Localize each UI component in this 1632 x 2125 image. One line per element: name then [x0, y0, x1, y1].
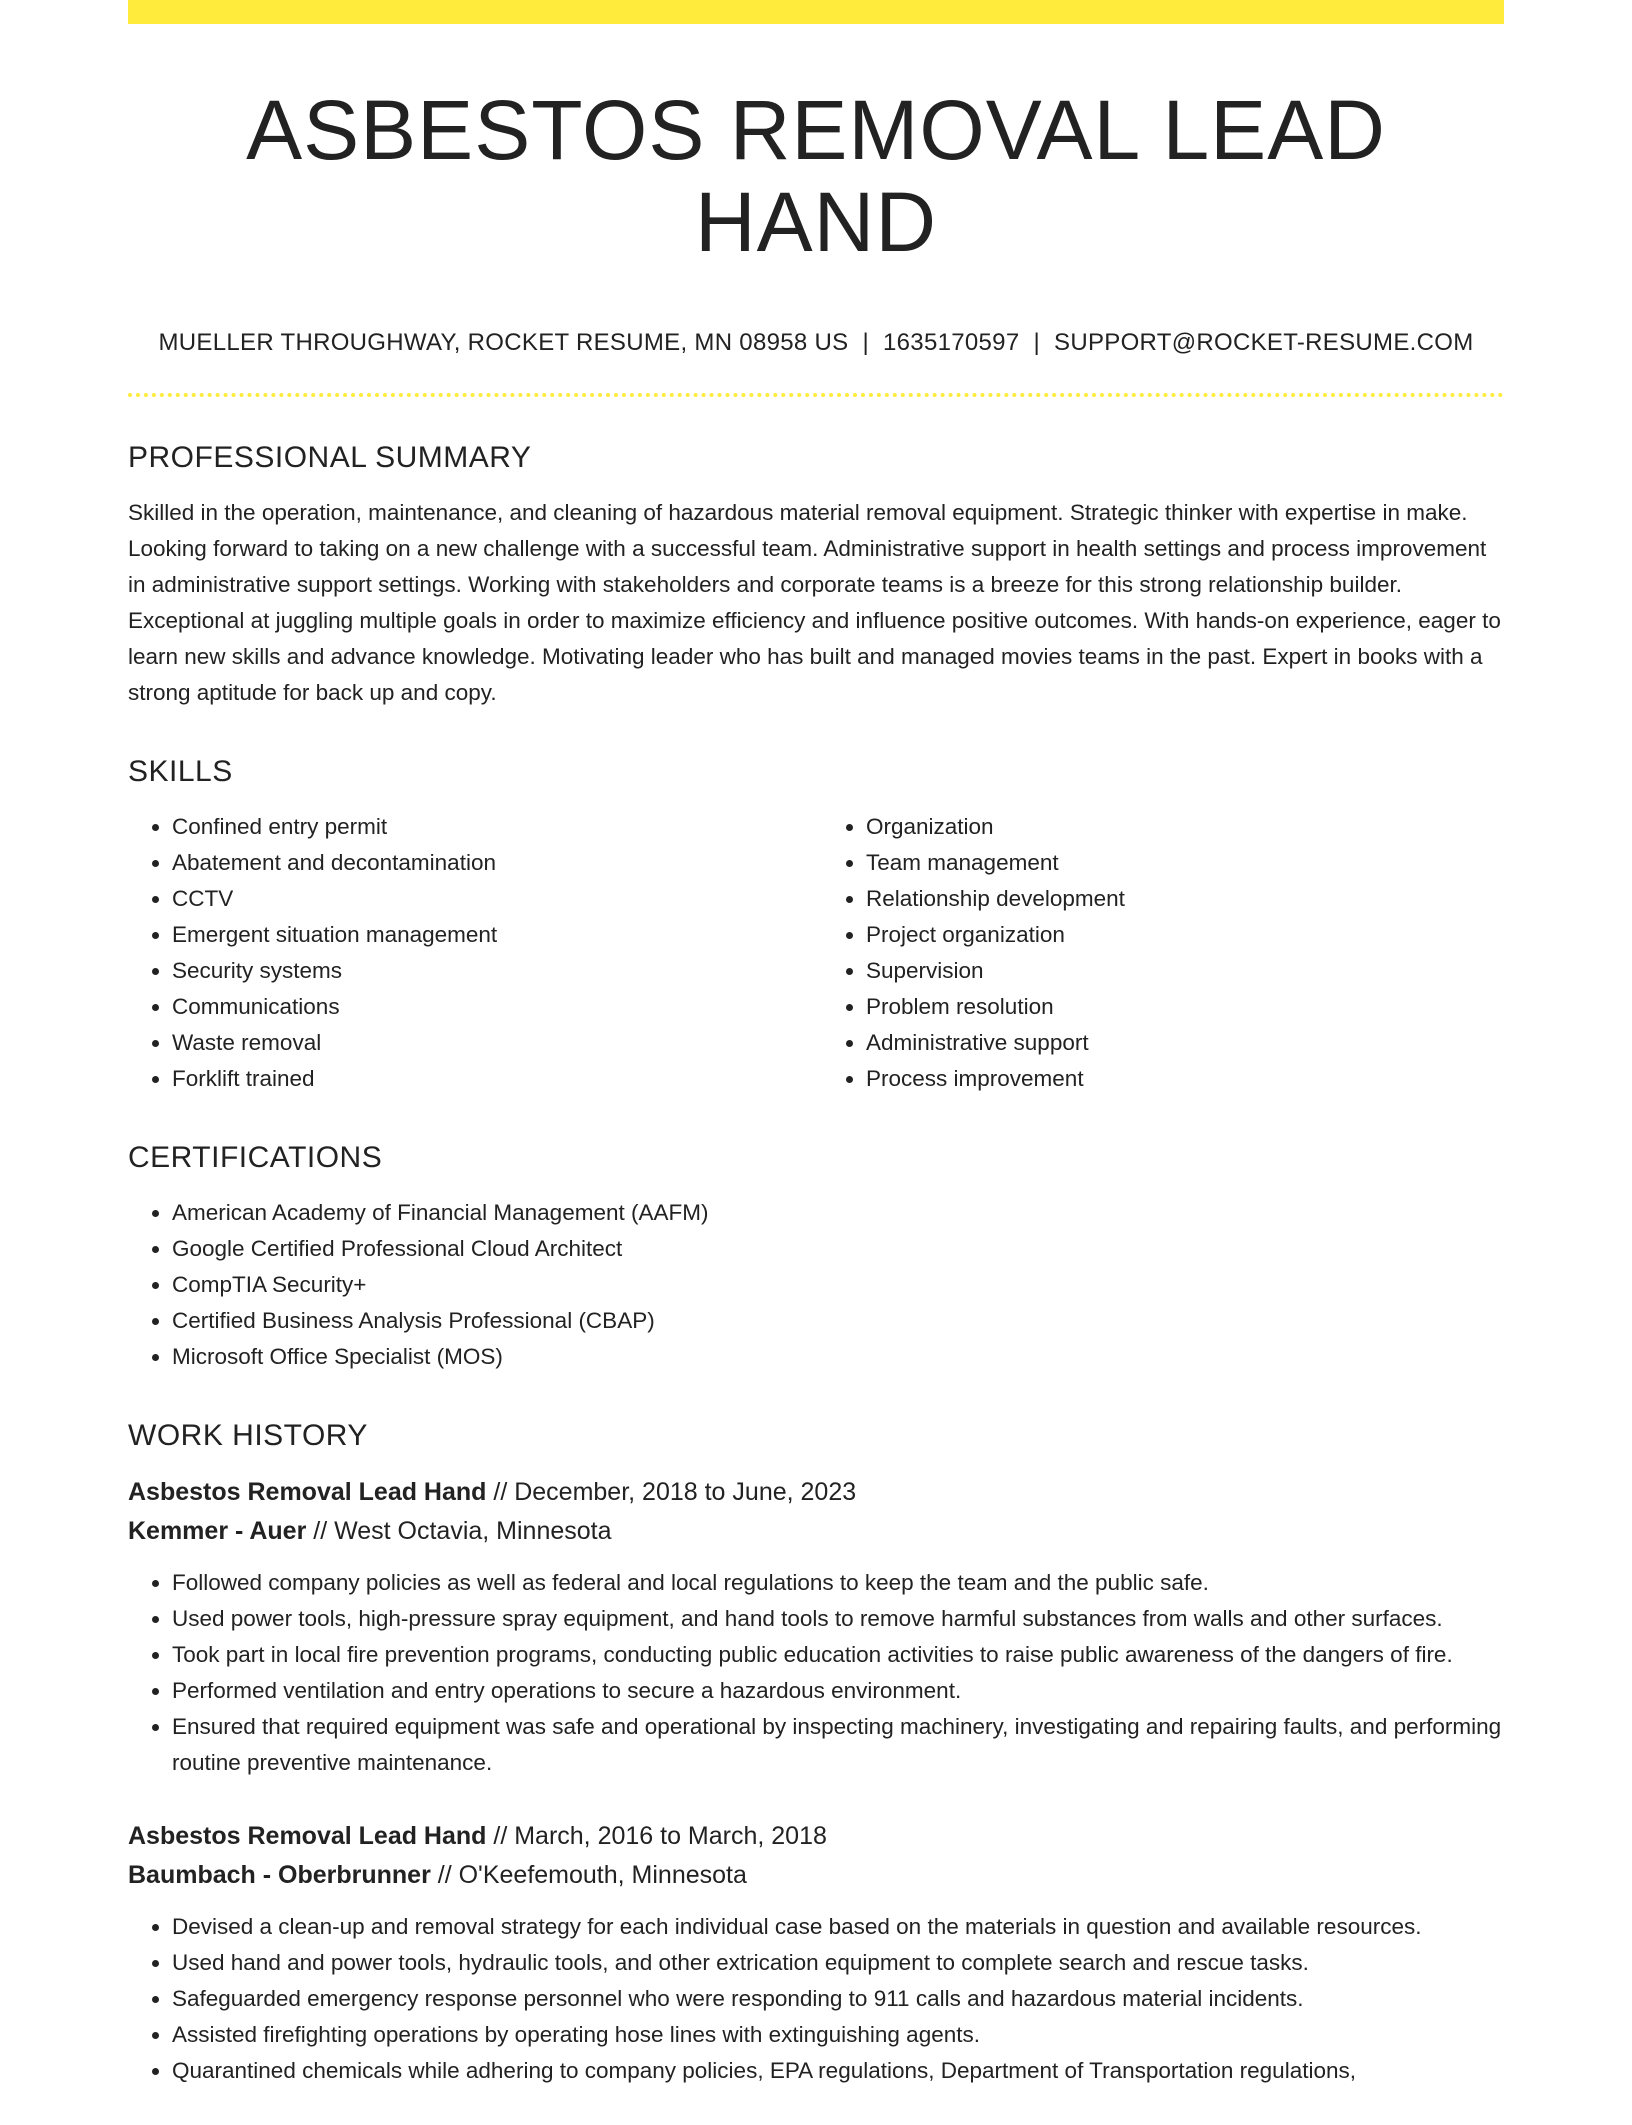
skill-item: • Forklift trained — [172, 1061, 816, 1097]
skills-column-left — [128, 809, 816, 1097]
skills-heading: SKILLS — [128, 754, 233, 788]
job-bullet: • Followed company policies as well as federal and local regulations to keep the team and the public safe. — [172, 1565, 1504, 1601]
certification-item: • American Academy of Financial Management (AAFM) — [172, 1195, 1504, 1231]
job-location: // West Octavia, Minnesota — [306, 1516, 612, 1545]
certifications-heading: CERTIFICATIONS — [128, 1140, 383, 1174]
skill-item: • Supervision — [866, 953, 1504, 989]
summary-heading: PROFESSIONAL SUMMARY — [128, 440, 532, 474]
job-dates: // December, 2018 to June, 2023 — [486, 1477, 857, 1506]
skill-item: • Abatement and decontamination — [172, 845, 816, 881]
skill-item: • Project organization — [866, 917, 1504, 953]
job-entry — [128, 1473, 1504, 1781]
dotted-divider — [128, 393, 1504, 397]
skill-item: • Process improvement — [866, 1061, 1504, 1097]
job-bullet: • Assisted firefighting operations by operating hose lines with extinguishing agents. — [172, 2017, 1504, 2053]
skills-column-right — [816, 809, 1504, 1097]
certifications-list — [128, 1195, 1504, 1375]
resume-page — [128, 0, 1504, 2125]
job-role: Asbestos Removal Lead Hand — [128, 1477, 487, 1506]
contact-line — [128, 329, 1504, 357]
skill-item: • Communications — [172, 989, 816, 1025]
skills-list — [128, 809, 1504, 1097]
contact-separator: | — [1033, 328, 1041, 356]
skill-item: • Relationship development — [866, 881, 1504, 917]
job-bullet: • Quarantined chemicals while adhering to company policies, EPA regulations, Department of Transportation regulations, — [172, 2053, 1504, 2089]
job-company: Baumbach - Oberbrunner — [128, 1860, 431, 1889]
certification-item: • Microsoft Office Specialist (MOS) — [172, 1339, 1504, 1375]
job-company-line — [128, 1856, 1504, 1895]
skill-item: • Emergent situation management — [172, 917, 816, 953]
job-entry — [128, 1817, 1504, 2089]
work-history-heading: WORK HISTORY — [128, 1418, 368, 1452]
job-bullet: • Used hand and power tools, hydraulic tools, and other extrication equipment to complete search and rescue tasks. — [172, 1945, 1504, 1981]
skill-item: • Administrative support — [866, 1025, 1504, 1061]
job-bullet: • Devised a clean-up and removal strategy for each individual case based on the materials in question and available resources. — [172, 1909, 1504, 1945]
skill-item: • CCTV — [172, 881, 816, 917]
job-role: Asbestos Removal Lead Hand — [128, 1821, 487, 1850]
job-dates: // March, 2016 to March, 2018 — [486, 1821, 827, 1850]
skill-item: • Security systems — [172, 953, 816, 989]
job-bullet: • Took part in local fire prevention programs, conducting public education activities to raise public awareness of the dangers of fire. — [172, 1637, 1504, 1673]
job-company: Kemmer - Auer — [128, 1516, 307, 1545]
skill-item: • Confined entry permit — [172, 809, 816, 845]
job-bullets — [128, 1565, 1504, 1781]
job-bullet: • Used power tools, high-pressure spray equipment, and hand tools to remove harmful substances from walls and other surfaces. — [172, 1601, 1504, 1637]
skill-item: • Organization — [866, 809, 1504, 845]
job-bullet: • Performed ventilation and entry operations to secure a hazardous environment. — [172, 1673, 1504, 1709]
accent-bar — [128, 0, 1504, 24]
job-title-line — [128, 1817, 1504, 1856]
job-bullets — [128, 1909, 1504, 2089]
skill-item: • Waste removal — [172, 1025, 816, 1061]
skill-item: • Team management — [866, 845, 1504, 881]
contact-phone: 1635170597 — [883, 328, 1020, 356]
job-company-line — [128, 1512, 1504, 1551]
skill-item: • Problem resolution — [866, 989, 1504, 1025]
certification-item: • Certified Business Analysis Professional (CBAP) — [172, 1303, 1504, 1339]
resume-name: ASBESTOS REMOVAL LEAD HAND — [246, 83, 1386, 270]
summary-text: Skilled in the operation, maintenance, and cleaning of hazardous material removal equipment. Strategic thinker with expertise in make. Looking forward to taking on a new challenge with a successful team. Administrative support in health settings and process improvement in administrative support settings. Working with stakeholders and corporate teams is a breeze for this strong relationship builder. Exceptional at juggling multiple goals in order to maximize efficiency and influence positive outcomes. With hands-on experience, eager to learn new skills and advance knowledge. Motivating leader who has built and managed movies teams in the past. Expert in books with a strong aptitude for back up and copy. — [128, 499, 1501, 705]
contact-email: SUPPORT@ROCKET-RESUME.COM — [1054, 328, 1474, 356]
job-location: // O'Keefemouth, Minnesota — [430, 1860, 747, 1889]
certification-item: • CompTIA Security+ — [172, 1267, 1504, 1303]
contact-address: MUELLER THROUGHWAY, ROCKET RESUME, MN 08958 US — [158, 328, 849, 356]
job-bullet: • Ensured that required equipment was safe and operational by inspecting machinery, investigating and repairing faults, and performing routine preventive maintenance. — [172, 1709, 1504, 1781]
job-bullet: • Safeguarded emergency response personnel who were responding to 911 calls and hazardous material incidents. — [172, 1981, 1504, 2017]
job-title-line — [128, 1473, 1504, 1512]
certification-item: • Google Certified Professional Cloud Architect — [172, 1231, 1504, 1267]
contact-separator: | — [862, 328, 869, 356]
